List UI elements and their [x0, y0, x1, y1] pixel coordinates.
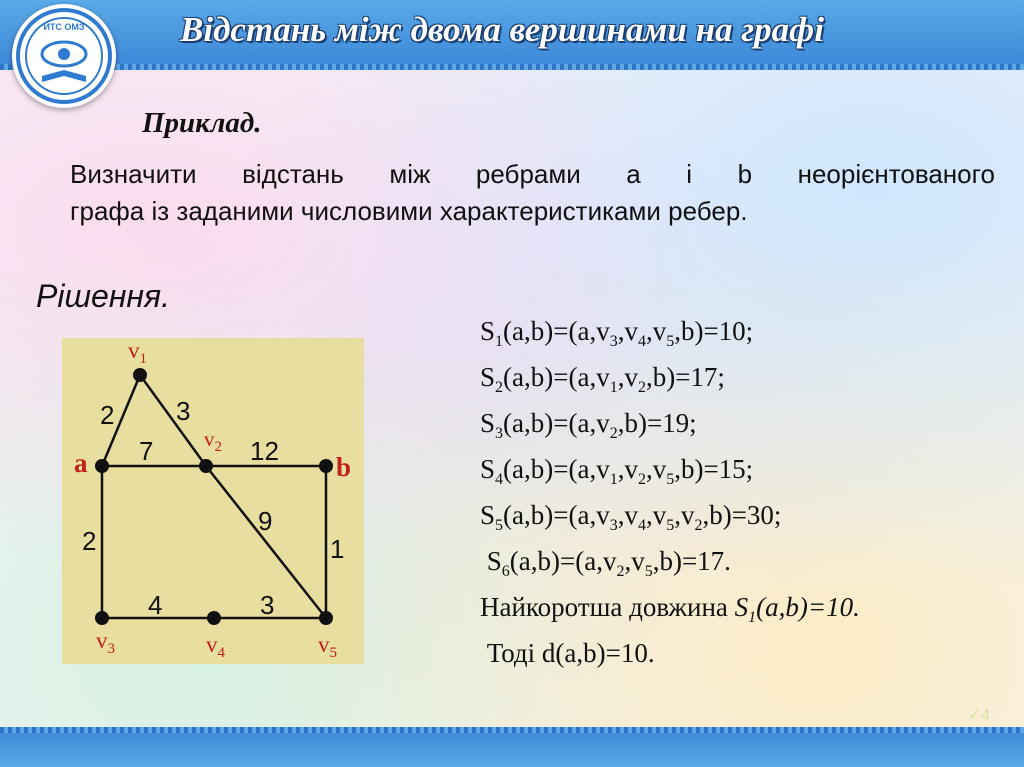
path-s2: $S_2(a,b)=(a,v_1,v_2,b)=17$;: [480, 362, 725, 396]
vertex-label-v3: $v_3$: [96, 628, 115, 657]
weight-v2-v5: 9: [258, 506, 273, 536]
vertex-v2: [199, 459, 213, 473]
result-distance: Тоді d(a,b)=10.: [480, 638, 655, 668]
path-s3: $S_3(a,b)=(a,v_2,b)=19$;: [480, 408, 697, 442]
shortest-length: Найкоротша довжина $S_1(a,b)=10$.: [480, 592, 860, 626]
logo-emblem-icon: [12, 4, 116, 108]
solution-label: Рішення.: [36, 278, 171, 314]
vertex-label-v5: $v_5$: [318, 632, 337, 661]
vertex-v1: [133, 368, 147, 382]
weight-v1-v2: 3: [176, 396, 191, 426]
vertex-label-v2: $v_2$: [204, 427, 222, 455]
vertex-v4: [207, 611, 221, 625]
logo-text: ИТС ОМЗ: [43, 22, 85, 32]
task-text-line-1: Визначити відстань між ребрами a і b неорієнтованого: [70, 159, 995, 189]
vertex-label-v1: $v_1$: [128, 338, 147, 367]
path-s1: $S_1(a,b)=(a,v_3,v_4,v_5,b)=10$;: [480, 316, 754, 350]
graph-figure: [62, 338, 364, 664]
vertex-label-v4: $v_4$: [206, 632, 225, 661]
task-text: [70, 156, 995, 230]
weight-a-v2: 7: [139, 436, 154, 466]
vertex-v5: [319, 611, 333, 625]
footer-bar: [0, 727, 1024, 767]
weight-b-v5: 1: [330, 534, 345, 564]
vertex-b: [319, 459, 333, 473]
weight-v3-v4: 4: [148, 590, 163, 620]
task-text-line-2: графа із заданими числовими характеристиками ребер.: [70, 196, 748, 226]
vertex-label-a: a: [74, 448, 88, 478]
weight-v2-b: 12: [250, 436, 279, 466]
path-s4: $S_4(a,b)=(a,v_1,v_2,v_5,b)=15$;: [480, 454, 754, 488]
vertex-a: [95, 459, 109, 473]
path-s6: $S_6(a,b)=(a,v_2,v_5,b)=17$.: [480, 546, 731, 580]
example-label: Приклад.: [142, 107, 262, 139]
slide-number: ✓4: [967, 707, 990, 724]
graph-diagram: [62, 338, 364, 664]
path-s5: $S_5(a,b)=(a,v_3,v_4,v_5,v_2,b)=30$;: [480, 500, 782, 534]
slide-title: Відстань між двома вершинами на графі: [180, 10, 824, 49]
vertex-label-b: b: [336, 452, 352, 482]
logo: [12, 4, 116, 108]
weight-a-v3: 2: [82, 526, 97, 556]
weight-v4-v5: 3: [260, 590, 275, 620]
weight-a-v1: 2: [100, 400, 115, 430]
vertex-v3: [95, 611, 109, 625]
path-list: [480, 308, 860, 676]
